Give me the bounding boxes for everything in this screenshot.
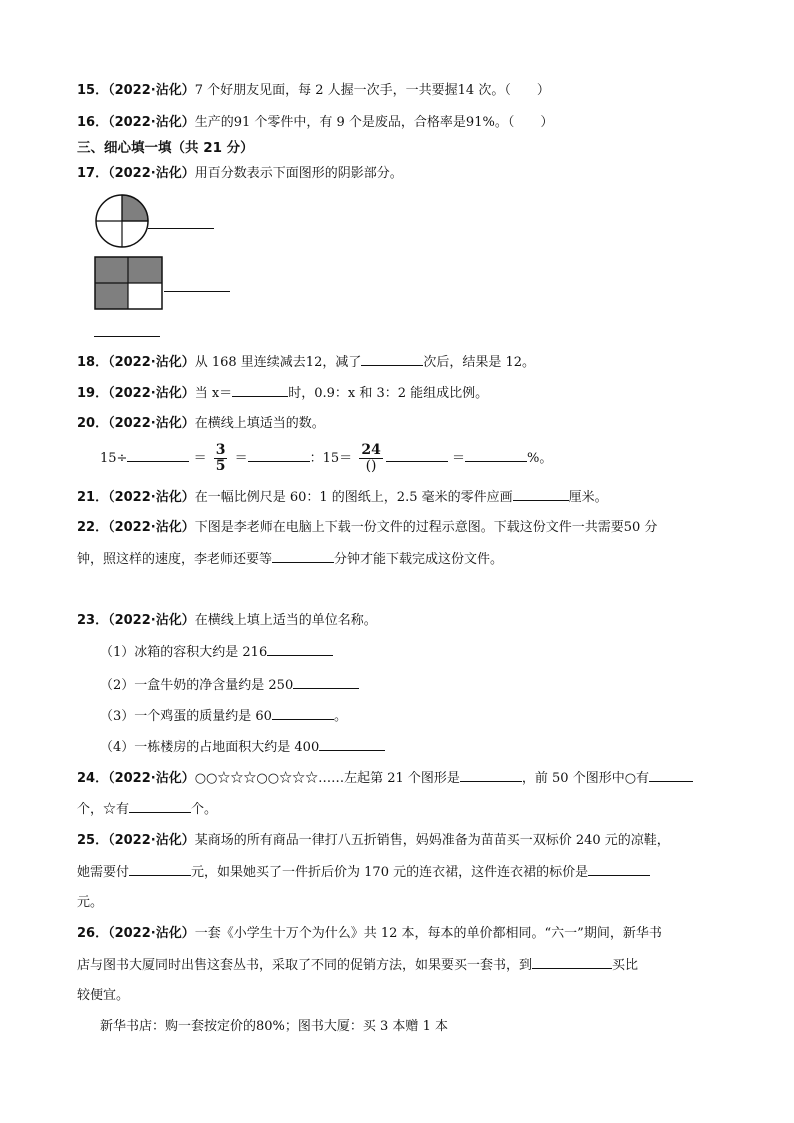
q23-item-text: （4）一栋楼房的占地面积大约是 400 xyxy=(100,740,320,755)
q20-percent: %。 xyxy=(526,451,553,466)
fraction-24-blank xyxy=(359,443,382,474)
q24-text-a: ○○☆☆☆○○☆☆☆……左起第 21 个图形是 xyxy=(194,771,460,786)
answer-blank[interactable] xyxy=(272,707,334,720)
q23-source: （2022·沾化） xyxy=(108,613,195,628)
q20-lead: 15÷ xyxy=(100,451,128,466)
q26-text-a: 一套《小学生十万个为什么》共 12 本，每本的单价都相同。“六一”期间，新华书 xyxy=(194,926,662,941)
q20-colon: ：15＝ xyxy=(309,451,353,466)
answer-blank[interactable] xyxy=(232,384,288,397)
q19-text-a: 当 x＝ xyxy=(194,386,233,401)
answer-blank[interactable] xyxy=(248,449,310,462)
fraction-denominator: 5 xyxy=(215,458,226,474)
q24-text-d: 个。 xyxy=(191,802,218,817)
square-cell-shaded xyxy=(128,257,162,283)
q21-number: 21． xyxy=(77,490,109,505)
q15-text: 7 个好朋友见面，每 2 人握一次手，一共要握14 次。（ ） xyxy=(194,83,550,98)
q24-text-b: ，前 50 个图形中○有 xyxy=(521,771,650,786)
q25-text-d: 元。 xyxy=(77,895,104,910)
q23-item-1 xyxy=(100,643,333,662)
shaded-circle-figure xyxy=(94,193,150,249)
question-16 xyxy=(77,114,553,132)
q17-text: 用百分数表示下面图形的阴影部分。 xyxy=(194,166,403,181)
question-25-cont xyxy=(77,863,650,882)
q22-source: （2022·沾化） xyxy=(108,520,195,535)
question-22 xyxy=(77,519,657,537)
q18-text-b: 次后，结果是 12。 xyxy=(423,355,536,370)
question-26 xyxy=(77,925,662,943)
q15-source: （2022·沾化） xyxy=(108,83,195,98)
q23-item-end: 。 xyxy=(333,709,347,724)
q16-number: 16． xyxy=(77,115,109,130)
q20-equals-2: ＝ xyxy=(234,451,248,466)
section-heading: 三、细心填一填（共 21 分） xyxy=(77,140,254,156)
q23-item-3 xyxy=(100,707,347,726)
question-19 xyxy=(77,384,488,403)
answer-blank[interactable] xyxy=(129,800,191,813)
q23-item-2 xyxy=(100,676,359,695)
q20-equals-1: ＝ xyxy=(193,451,207,466)
q25-number: 25． xyxy=(77,833,109,848)
fraction-denominator[interactable]: () xyxy=(365,458,377,474)
q19-number: 19． xyxy=(77,386,109,401)
answer-blank[interactable] xyxy=(532,956,612,969)
answer-blank-extra[interactable] xyxy=(94,336,160,337)
question-20 xyxy=(77,415,325,433)
square-cell-shaded xyxy=(95,257,128,283)
answer-blank-square[interactable] xyxy=(164,291,230,292)
q24-source: （2022·沾化） xyxy=(108,771,195,786)
answer-blank[interactable] xyxy=(293,676,359,689)
q15-number: 15． xyxy=(77,83,109,98)
answer-blank[interactable] xyxy=(460,769,522,782)
q19-text-b: 时，0.9：x 和 3：2 能组成比例。 xyxy=(288,386,489,401)
q24-number: 24． xyxy=(77,771,109,786)
fraction-numerator: 3 xyxy=(215,442,226,458)
q20-source: （2022·沾化） xyxy=(108,416,195,431)
answer-blank[interactable] xyxy=(649,769,693,782)
q23-item-4 xyxy=(100,738,385,757)
answer-blank[interactable] xyxy=(513,488,569,501)
q25-source: （2022·沾化） xyxy=(108,833,195,848)
question-26-cont xyxy=(77,956,638,975)
q26-note: 新华书店：购一套按定价的80%；图书大厦：买 3 本赠 1 本 xyxy=(100,1019,448,1034)
question-24-cont xyxy=(77,800,217,819)
q23-text: 在横线上填上适当的单位名称。 xyxy=(194,613,377,628)
q21-text-a: 在一幅比例尺是 60：1 的图纸上，2.5 毫米的零件应画 xyxy=(194,490,513,505)
question-25 xyxy=(77,832,670,850)
q23-item-text: （2）一盒牛奶的净含量约是 250 xyxy=(100,678,294,693)
q21-source: （2022·沾化） xyxy=(108,490,195,505)
square-cell-shaded xyxy=(95,283,128,309)
q25-text-c: 元，如果她买了一件折后价为 170 元的连衣裙，这件连衣裙的标价是 xyxy=(191,865,589,880)
question-23 xyxy=(77,612,377,630)
q22-text-d: 分钟才能下载完成这份文件。 xyxy=(334,552,504,567)
q26-text-c: 买比 xyxy=(612,958,639,973)
q16-source: （2022·沾化） xyxy=(108,115,195,130)
q19-source: （2022·沾化） xyxy=(108,386,195,401)
q17-source: （2022·沾化） xyxy=(108,166,195,181)
q26-text-d: 较便宜。 xyxy=(77,988,130,1003)
question-17 xyxy=(77,165,403,183)
question-18 xyxy=(77,353,535,372)
answer-blank[interactable] xyxy=(361,353,423,366)
q21-text-b: 厘米。 xyxy=(568,490,608,505)
q17-number: 17． xyxy=(77,166,109,181)
q23-number: 23． xyxy=(77,613,109,628)
q25-text-a: 某商场的所有商品一律打八五折销售，妈妈准备为苗苗买一双标价 240 元的凉鞋， xyxy=(194,833,670,848)
question-15 xyxy=(77,82,550,100)
fraction-numerator: 24 xyxy=(361,442,381,458)
q18-source: （2022·沾化） xyxy=(108,355,195,370)
q24-text-c: 个，☆有 xyxy=(77,802,130,817)
shaded-square-figure xyxy=(94,256,164,310)
q26-source: （2022·沾化） xyxy=(108,926,195,941)
q20-text: 在横线上填适当的数。 xyxy=(194,416,325,431)
question-21 xyxy=(77,488,608,507)
answer-blank-circle[interactable] xyxy=(148,228,214,229)
q18-text-a: 从 168 里连续减去12，减了 xyxy=(194,355,362,370)
question-24 xyxy=(77,769,693,788)
q23-item-text: （1）冰箱的容积大约是 216 xyxy=(100,645,268,660)
q23-item-text: （3）一个鸡蛋的质量约是 60 xyxy=(100,709,272,724)
question-22-cont xyxy=(77,550,503,569)
q18-number: 18． xyxy=(77,355,109,370)
q16-text: 生产的91 个零件中，有 9 个是废品，合格率是91%。（ ） xyxy=(194,115,554,130)
answer-blank[interactable] xyxy=(465,449,527,462)
q25-text-b: 她需要付 xyxy=(77,865,130,880)
q20-equals-3: ＝ xyxy=(451,451,465,466)
q22-number: 22． xyxy=(77,520,109,535)
q22-text-a: 下图是李老师在电脑上下载一份文件的过程示意图。下载这份文件一共需要50 分 xyxy=(194,520,658,535)
q20-equation xyxy=(100,442,552,476)
q26-text-b: 店与图书大厦同时出售这套丛书，采取了不同的促销方法，如果要买一套书，到 xyxy=(77,958,533,973)
answer-blank[interactable] xyxy=(319,738,385,751)
question-25-end xyxy=(77,894,103,912)
answer-blank[interactable] xyxy=(588,863,650,876)
answer-blank[interactable] xyxy=(386,449,448,462)
answer-blank[interactable] xyxy=(129,863,191,876)
answer-blank[interactable] xyxy=(267,643,333,656)
fraction-3-5 xyxy=(214,443,228,474)
answer-blank[interactable] xyxy=(272,550,334,563)
q20-number: 20． xyxy=(77,416,109,431)
answer-blank[interactable] xyxy=(127,449,189,462)
question-26-end xyxy=(77,987,129,1005)
q22-text-c: 钟，照这样的速度，李老师还要等 xyxy=(77,552,273,567)
q26-number: 26． xyxy=(77,926,109,941)
